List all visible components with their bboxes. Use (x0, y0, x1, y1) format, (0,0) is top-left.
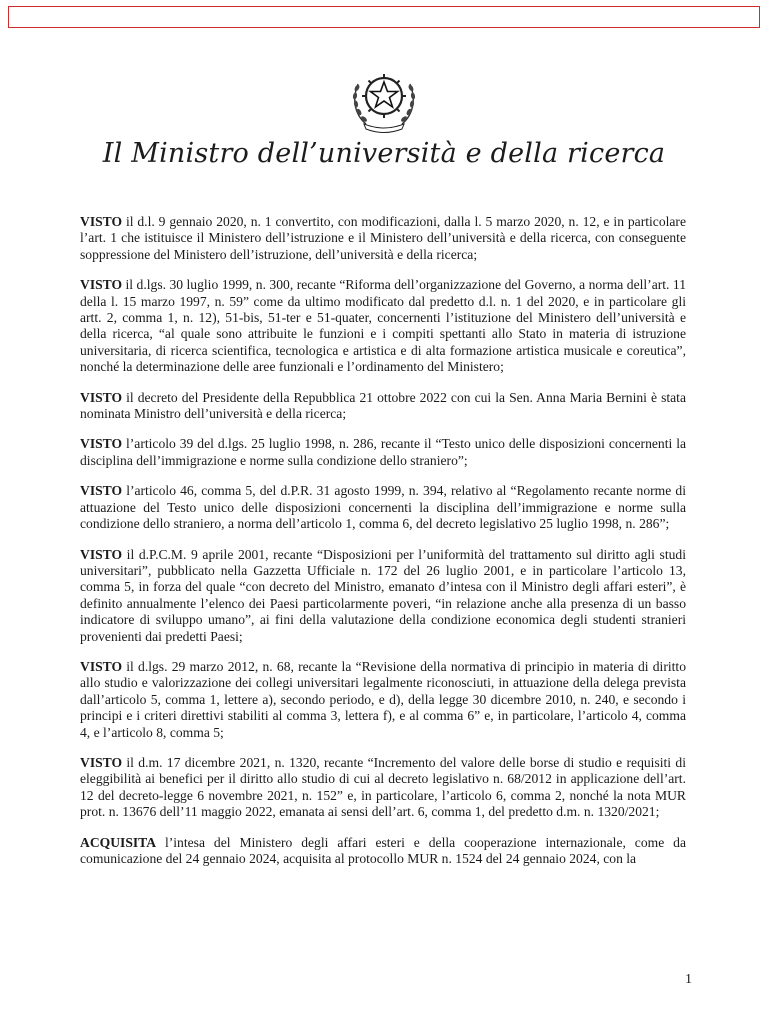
paragraph-text: l’articolo 39 del d.lgs. 25 luglio 1998, n. 286, recante il “Testo unico delle disposizioni concernenti la disciplina dell’immigrazione e norme sulla condizione dello straniero”; (80, 436, 686, 468)
paragraph-text: il d.m. 17 dicembre 2021, n. 1320, recante “Incremento del valore delle borse di studio e requisiti di eleggibilità ai benefici per il diritto allo studio di cui al decreto legislativo n. 68/2012 in applicazione dell’art. 12 del decreto-legge 6 novembre 2021, n. 152” e, in particolare, l’articolo 6, comma 2, nonché la nota MUR prot. n. 13676 dell’11 maggio 2022, emanata ai sensi dell’art. 6, comma 1, del predetto d.m. n. 1320/2021; (80, 754, 686, 820)
paragraph (80, 755, 686, 821)
paragraph-lead: VISTO (80, 546, 123, 562)
paragraph-lead: VISTO (80, 214, 123, 229)
paragraph (80, 436, 686, 469)
paragraph-text: l’articolo 46, comma 5, del d.P.R. 31 agosto 1999, n. 394, relativo al “Regolamento recante norme di attuazione del Testo unico delle disposizioni concernenti la disciplina dell’immigrazione e norme sulla condizione dello straniero, a norma dell’articolo 1, comma 6, del decreto legislativo 25 luglio 1998, n. 286”; (80, 483, 686, 532)
red-selection-box (8, 6, 760, 28)
paragraph (80, 214, 686, 263)
paragraph-lead: VISTO (80, 754, 123, 770)
paragraph-text: il d.lgs. 30 luglio 1999, n. 300, recante “Riforma dell’organizzazione del Governo, a norma dell’art. 11 della l. 15 marzo 1997, n. 59” come da ultimo modificato dal predetto d.l. n. 1 del 2020, e in particolare gli artt. 2, comma 1, n. 12), 51-bis, 51-ter e 51-quater, concernenti l’istituzione del Ministero dell’università e della ricerca, “al quale sono attribuite le funzioni e i compiti spettanti allo Stato in materia di istruzione universitaria, di ricerca scientifica, tecnologica e artistica e di alta formazione artistica musicale e coreutica”, nonché la determinazione delle aree funzionali e l’ordinamento del Ministero; (80, 277, 686, 375)
paragraph-text: il decreto del Presidente della Repubblica 21 ottobre 2022 con cui la Sen. Anna Maria Bernini è stata nominata Ministro dell’università e della ricerca; (80, 389, 686, 422)
paragraph (80, 483, 686, 532)
paragraph-lead: VISTO (80, 483, 123, 499)
italian-republic-emblem-icon (344, 58, 424, 138)
paragraph-lead: VISTO (80, 389, 123, 405)
decree-body (80, 214, 686, 881)
paragraph (80, 547, 686, 645)
paragraph (80, 277, 686, 375)
page-number: 1 (685, 972, 692, 987)
ministry-title: Il Ministro dell’università e della ricerca (102, 138, 666, 169)
paragraph-lead: VISTO (80, 658, 123, 674)
paragraph-lead: VISTO (80, 277, 123, 293)
paragraph-lead: VISTO (80, 436, 123, 452)
paragraph-text: l’intesa del Ministero degli affari esteri e della cooperazione internazionale, come da comunicazione del 24 gennaio 2024, acquisita al protocollo MUR n. 1524 del 24 gennaio 2024, con la (80, 834, 686, 866)
paragraph (80, 835, 686, 868)
paragraph-lead: ACQUISITA (80, 834, 157, 850)
paragraph-text: il d.l. 9 gennaio 2020, n. 1 convertito, con modificazioni, dalla l. 5 marzo 2020, n. 12, e in particolare l’art. 1 che istituisce il Ministero dell’istruzione e il Ministero dell’università e della ricerca, con conseguente soppressione del Ministero dell’istruzione, dell’università e della ricerca; (80, 214, 686, 262)
paragraph (80, 659, 686, 741)
paragraph-text: il d.lgs. 29 marzo 2012, n. 68, recante la “Revisione della normativa di principio in materia di diritto allo studio e valorizzazione dei collegi universitari legalmente riconosciuti, in attuazione della delega prevista dall’articolo 5, comma 1, lettere a), secondo periodo, e d), della legge 30 dicembre 2010, n. 240, e secondo i principi e i criteri direttivi stabiliti al comma 3, lettera f), e al comma 6” e, in particolare, l’articolo 4, comma 4, e l’articolo 8, comma 5; (80, 658, 686, 740)
paragraph-text: il d.P.C.M. 9 aprile 2001, recante “Disposizioni per l’uniformità del trattamento sul diritto agli studi universitari”, pubblicato nella Gazzetta Ufficiale n. 172 del 26 luglio 2001, e in particolare l’articolo 13, comma 5, in forza del quale “con decreto del Ministro, emanato d’intesa con il Ministro degli affari esteri”, è definito annualmente l’elenco dei Paesi particolarmente poveri, “in relazione anche alla presenza di un basso indicatore di sviluppo umano”, ai fini della valutazione della condizione economica degli studenti stranieri provenienti dai predetti Paesi; (80, 546, 686, 644)
paragraph (80, 390, 686, 423)
